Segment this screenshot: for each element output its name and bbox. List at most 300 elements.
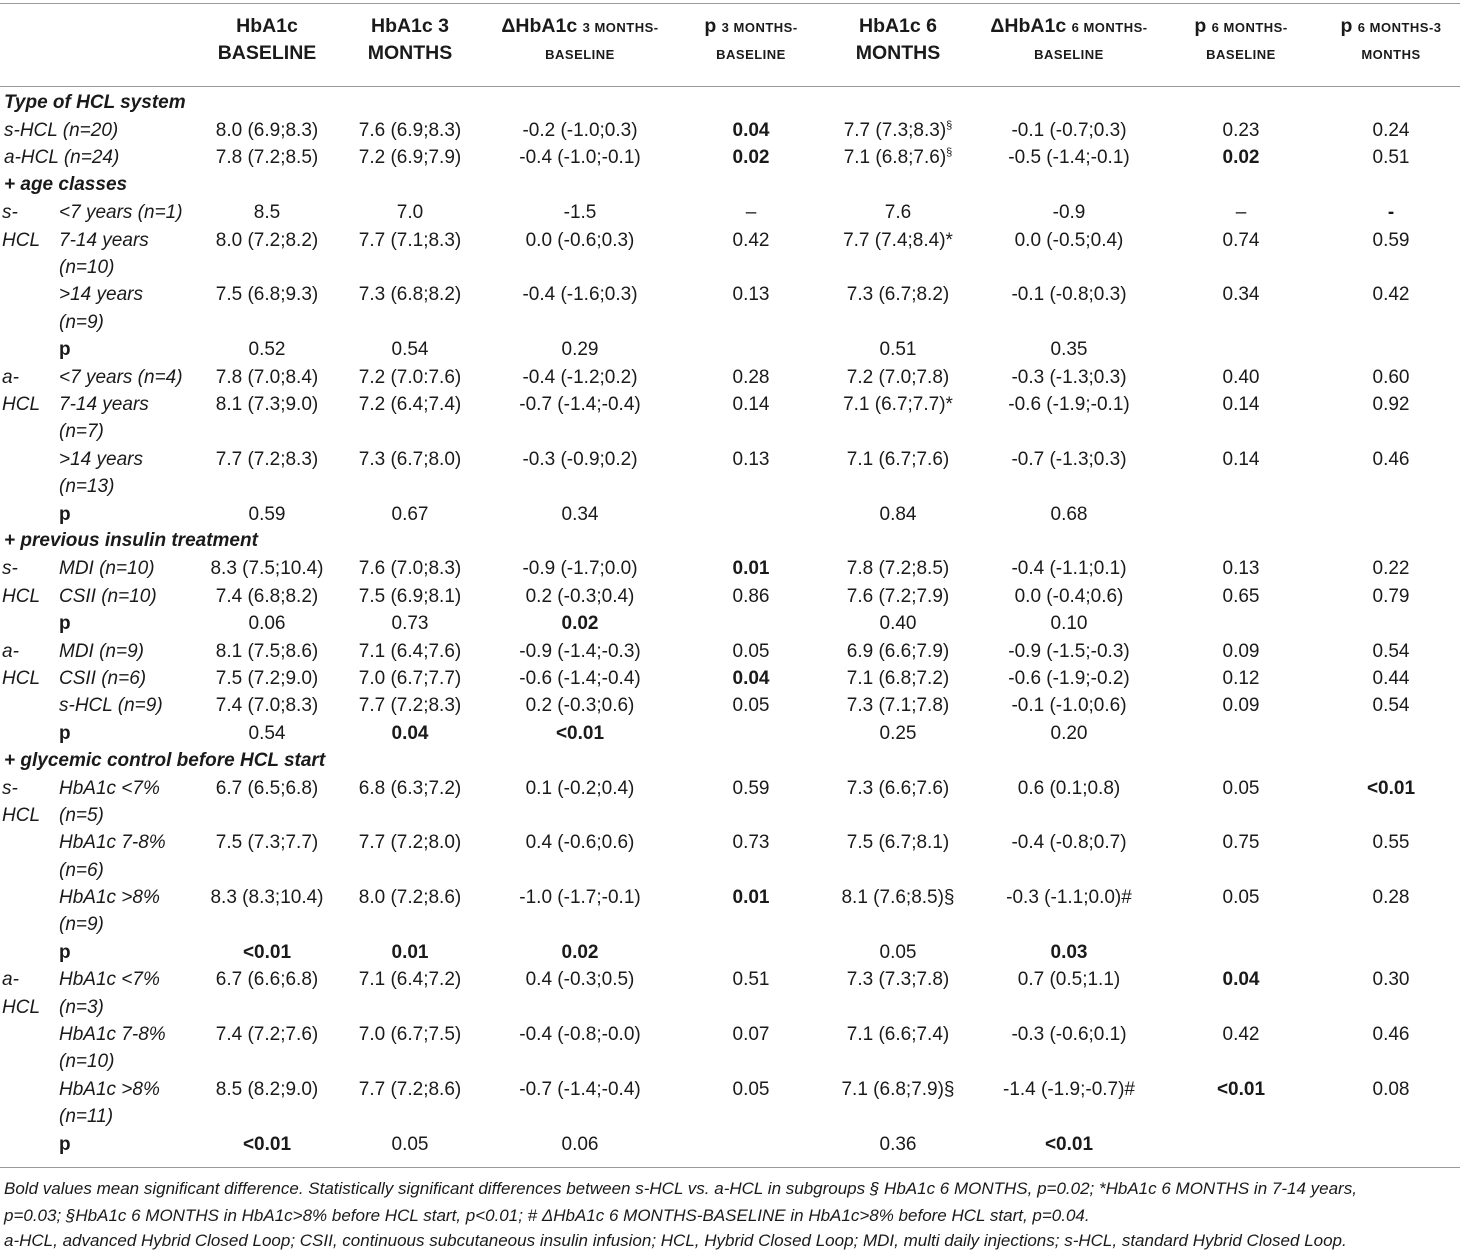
cell-value: 0.29 (561, 339, 599, 361)
header-c8 (1326, 13, 1456, 68)
table-cell (340, 692, 480, 719)
cell-value: 0.4 (-0.6;0.6) (525, 832, 635, 854)
cell-value: 0.51 (1372, 147, 1410, 169)
cell-value: 7.6 (7.0;8.3) (358, 558, 462, 580)
table-cell (979, 1131, 1159, 1158)
system-label: HCL (2, 229, 41, 251)
cell-value: 0.46 (1372, 1024, 1410, 1046)
table-cell (686, 117, 816, 144)
cell-value: 0.59 (248, 503, 286, 525)
table-row (0, 1021, 1460, 1073)
cell-value: 7.1 (6.7;7.7)* (843, 393, 953, 415)
cell-value: 0.67 (391, 503, 429, 525)
row-label: HbA1c >8% (59, 1078, 160, 1100)
table-cell (1326, 391, 1456, 418)
cell-value: 0.44 (1372, 667, 1410, 689)
cell-value: 0.23 (1222, 119, 1260, 141)
row-label-n: (n=10) (59, 1051, 115, 1073)
table-row (0, 117, 1460, 144)
cell-value: 8.3 (8.3;10.4) (210, 887, 324, 909)
header-main: p (704, 15, 717, 37)
superscript-mark: § (946, 119, 953, 132)
table-cell (340, 364, 480, 391)
cell-value: 0.79 (1372, 585, 1410, 607)
table-cell (495, 391, 665, 418)
cell-value: 0.65 (1222, 585, 1260, 607)
header-sub: 6 MONTHS- (1211, 20, 1288, 35)
table-cell (979, 638, 1159, 665)
cell-value: 0.59 (732, 777, 770, 799)
table-cell (197, 610, 337, 637)
table-cell (1326, 227, 1456, 254)
table-cell (495, 199, 665, 226)
table-cell (197, 1131, 337, 1158)
system-label: a- (2, 366, 19, 388)
table-cell (340, 281, 480, 308)
table-cell (340, 638, 480, 665)
table-cell (686, 692, 816, 719)
row-label: CSII (n=10) (59, 585, 157, 607)
cell-value: 0.59 (1372, 229, 1410, 251)
table-cell (813, 555, 983, 582)
cell-value: 7.3 (7.3;7.8) (846, 969, 950, 991)
cell-value: 8.0 (6.9;8.3) (215, 119, 319, 141)
row-label: MDI (n=10) (59, 558, 155, 580)
table-cell (1326, 1021, 1456, 1048)
table-cell (813, 501, 983, 528)
cell-value: 7.3 (7.1;7.8) (846, 695, 950, 717)
table-cell (979, 336, 1159, 363)
cell-value: 0.04 (1222, 969, 1260, 991)
table-cell (340, 829, 480, 856)
table-cell (495, 720, 665, 747)
table-cell (979, 583, 1159, 610)
cell-value: 0.34 (561, 503, 599, 525)
table-cell (340, 966, 480, 993)
table-cell (813, 720, 983, 747)
table-cell (197, 692, 337, 719)
table-cell (686, 1076, 816, 1103)
footnote: Bold values mean significant difference. Statistically significant differences between s-HCL vs. a-HCL in subgroups § HbA1c 6 MONTHS, p=0.02; *HbA1c 6 MONTHS in 7-14 years, (4, 1179, 1357, 1198)
table-row (0, 144, 1460, 171)
table-cell (1181, 391, 1301, 418)
cell-value: 0.05 (732, 695, 770, 717)
table-cell (1181, 281, 1301, 308)
table-cell (340, 939, 480, 966)
cell-value: 7.8 (7.2;8.5) (215, 147, 319, 169)
table-cell (813, 1131, 983, 1158)
row-label-n: (n=9) (59, 914, 104, 936)
table-cell (979, 364, 1159, 391)
table-cell (495, 775, 665, 802)
table-cell (340, 117, 480, 144)
table-cell (495, 1131, 665, 1158)
table-row (0, 281, 1460, 333)
table-cell (1181, 638, 1301, 665)
cell-value: 7.3 (6.7;8.2) (846, 284, 950, 306)
table-cell (979, 117, 1159, 144)
header-line (495, 13, 665, 41)
cell-value: 0.04 (732, 119, 770, 141)
table-cell (197, 829, 337, 856)
cell-value: 0.13 (732, 284, 770, 306)
cell-value: -0.7 (-1.4;-0.4) (519, 393, 641, 415)
system-label: HCL (2, 804, 41, 826)
header-c4 (686, 13, 816, 68)
table-cell (1181, 199, 1301, 226)
header-sub: 6 MONTHS- (1071, 20, 1148, 35)
table-cell (340, 1131, 480, 1158)
cell-value: 7.0 (6.7;7.7) (358, 667, 462, 689)
table-cell (686, 555, 816, 582)
table-cell (686, 391, 816, 418)
table-cell (495, 583, 665, 610)
cell-value: 0.06 (561, 1133, 599, 1155)
table-cell (1181, 583, 1301, 610)
header-line (1326, 13, 1456, 41)
row-label: HbA1c >8% (59, 887, 160, 909)
row-label: MDI (n=9) (59, 640, 144, 662)
row-label: s-HCL (n=20) (4, 119, 119, 141)
table-cell (197, 1021, 337, 1048)
table-cell (495, 336, 665, 363)
table-cell (979, 144, 1159, 171)
system-label: HCL (2, 585, 41, 607)
cell-value: 0.14 (732, 393, 770, 415)
table-row (0, 939, 1460, 966)
table-cell (1181, 829, 1301, 856)
table-cell (813, 610, 983, 637)
cell-value: 0.34 (1222, 284, 1260, 306)
table-cell (1181, 1021, 1301, 1048)
cell-value: -0.3 (-0.6;0.1) (1011, 1024, 1127, 1046)
row-label: HbA1c <7% (59, 777, 160, 799)
cell-value: – (745, 202, 757, 224)
table-cell (686, 638, 816, 665)
table-cell (813, 364, 983, 391)
table-cell (979, 446, 1159, 473)
cell-value: -0.7 (-1.3;0.3) (1011, 448, 1127, 470)
table-cell (197, 144, 337, 171)
row-label-n: (n=13) (59, 476, 115, 498)
table-cell (340, 610, 480, 637)
table-cell (340, 720, 480, 747)
table-cell (495, 638, 665, 665)
cell-value: 0.04 (732, 667, 770, 689)
cell-value: 0.75 (1222, 832, 1260, 854)
table-row (0, 884, 1460, 936)
cell-value: 0.74 (1222, 229, 1260, 251)
header-c6 (979, 13, 1159, 68)
cell-value: 7.7 (7.2;8.3) (215, 448, 319, 470)
p-label: p (59, 339, 71, 361)
cell-value: 0.51 (879, 339, 917, 361)
table-cell (686, 144, 816, 171)
cell-value: 0.30 (1372, 969, 1410, 991)
p-label: p (59, 941, 71, 963)
cell-value: 0.84 (879, 503, 917, 525)
cell-value: -0.6 (-1.9;-0.2) (1008, 667, 1130, 689)
row-label: <7 years (n=4) (59, 366, 183, 388)
table-cell (813, 144, 983, 171)
table-cell (813, 775, 983, 802)
header-line: MONTHS (855, 42, 941, 64)
row-label: <7 years (n=1) (59, 202, 183, 224)
table-cell (197, 446, 337, 473)
cell-value: 7.6 (7.2;7.9) (846, 585, 950, 607)
table-cell (979, 1076, 1159, 1103)
cell-value: 0.09 (1222, 640, 1260, 662)
cell-value: 0.51 (732, 969, 770, 991)
cell-value: -0.6 (-1.4;-0.4) (519, 667, 641, 689)
table-cell (1181, 1076, 1301, 1103)
cell-value: 0.09 (1222, 695, 1260, 717)
cell-value: 7.6 (6.9;8.3) (358, 119, 462, 141)
section-title: + age classes (4, 174, 128, 196)
header-line (979, 13, 1159, 41)
table-cell (979, 610, 1159, 637)
cell-value: 7.1 (6.7;7.6) (846, 448, 950, 470)
cell-value: 7.2 (6.4;7.4) (358, 393, 462, 415)
table-cell (197, 227, 337, 254)
cell-value: 8.3 (7.5;10.4) (210, 558, 324, 580)
table-cell (197, 966, 337, 993)
table-cell (340, 227, 480, 254)
cell-value: 0.12 (1222, 667, 1260, 689)
table-row (0, 829, 1460, 881)
header-main: ΔHbA1c (990, 15, 1067, 37)
cell-value: 7.1 (6.4;7.2) (358, 969, 462, 991)
table-cell (813, 117, 983, 144)
cell-value: -0.4 (-1.1;0.1) (1011, 558, 1127, 580)
table-cell (686, 884, 816, 911)
table-cell (813, 939, 983, 966)
table-cell (686, 199, 816, 226)
row-label: HbA1c <7% (59, 969, 160, 991)
header-line (1181, 13, 1301, 41)
table-cell (340, 1076, 480, 1103)
header-c1 (197, 13, 337, 67)
system-label: s- (2, 202, 18, 224)
cell-value: -0.5 (-1.4;-0.1) (1008, 147, 1130, 169)
table-cell (495, 939, 665, 966)
table-cell (1181, 665, 1301, 692)
cell-value: 0.08 (1372, 1078, 1410, 1100)
cell-value: 7.0 (6.7;7.5) (358, 1024, 462, 1046)
table-cell (1181, 144, 1301, 171)
cell-value: 0.7 (0.5;1.1) (1017, 969, 1121, 991)
system-label: HCL (2, 667, 41, 689)
cell-value: 0.14 (1222, 393, 1260, 415)
cell-value: 7.4 (7.0;8.3) (215, 695, 319, 717)
table-cell (197, 583, 337, 610)
cell-value: 7.7 (7.2;8.6) (358, 1078, 462, 1100)
table-cell (1181, 775, 1301, 802)
table-row (0, 364, 1460, 391)
cell-value: - (1387, 202, 1395, 224)
cell-value: 0.05 (391, 1133, 429, 1155)
table-cell (340, 336, 480, 363)
cell-value: -1.5 (563, 202, 597, 224)
cell-value: 7.2 (7.0:7.6) (358, 366, 462, 388)
table-cell (686, 665, 816, 692)
cell-value: -0.3 (-0.9;0.2) (522, 448, 638, 470)
table-cell (1326, 884, 1456, 911)
table-cell (197, 391, 337, 418)
table-cell (495, 446, 665, 473)
cell-value: -0.1 (-0.7;0.3) (1011, 119, 1127, 141)
cell-value: 0.0 (-0.4;0.6) (1014, 585, 1124, 607)
cell-value: 0.02 (561, 613, 599, 635)
table-cell (495, 501, 665, 528)
table-cell (686, 364, 816, 391)
table-cell (813, 227, 983, 254)
cell-value: 0.1 (-0.2;0.4) (525, 777, 635, 799)
header-main: p (1340, 15, 1353, 37)
cell-value: 0.54 (1372, 640, 1410, 662)
p-label: p (59, 613, 71, 635)
cell-value: -0.4 (-0.8;-0.0) (519, 1024, 641, 1046)
cell-value: -0.9 (-1.4;-0.3) (519, 640, 641, 662)
cell-value: 7.5 (6.9;8.1) (358, 585, 462, 607)
table-cell (1181, 884, 1301, 911)
table-cell (495, 364, 665, 391)
cell-value: 0.4 (-0.3;0.5) (525, 969, 635, 991)
table-cell (813, 665, 983, 692)
row-label: s-HCL (n=9) (59, 695, 163, 717)
table-cell (495, 829, 665, 856)
cell-value: 0.73 (391, 613, 429, 635)
cell-value: 0.14 (1222, 448, 1260, 470)
table-cell (979, 884, 1159, 911)
table-cell (495, 555, 665, 582)
cell-value: 7.5 (7.2;9.0) (215, 667, 319, 689)
table-cell (340, 555, 480, 582)
table-cell (495, 966, 665, 993)
cell-value: <0.01 (1216, 1078, 1266, 1100)
table-row (0, 446, 1460, 498)
cell-value: 7.1 (6.8;7.9)§ (841, 1078, 955, 1100)
header-main: ΔHbA1c (501, 15, 578, 37)
cell-value: 7.1 (6.4;7.6) (358, 640, 462, 662)
table-cell (979, 939, 1159, 966)
table-cell (340, 583, 480, 610)
table-cell (979, 1021, 1159, 1048)
table-cell (197, 638, 337, 665)
cell-value: 0.05 (1222, 777, 1260, 799)
table-row (0, 1076, 1460, 1128)
cell-value: 0.55 (1372, 832, 1410, 854)
table-cell (979, 281, 1159, 308)
cell-value: 7.3 (6.8;8.2) (358, 284, 462, 306)
cell-value: -0.7 (-1.4;-0.4) (519, 1078, 641, 1100)
cell-value: 7.3 (6.7;8.0) (358, 448, 462, 470)
cell-value: -0.4 (-1.0;-0.1) (519, 147, 641, 169)
cell-value: -0.9 (-1.7;0.0) (522, 558, 638, 580)
p-label: p (59, 1133, 71, 1155)
p-label: p (59, 722, 71, 744)
cell-value: 8.0 (7.2;8.2) (215, 229, 319, 251)
header-c5 (813, 13, 983, 67)
cell-value: 0.42 (732, 229, 770, 251)
table-cell (1326, 692, 1456, 719)
cell-value: 7.7 (7.4;8.4)* (843, 229, 953, 251)
section-title: + previous insulin treatment (4, 530, 258, 552)
cell-value: 0.04 (391, 722, 429, 744)
table-cell (1181, 555, 1301, 582)
table-cell (813, 336, 983, 363)
cell-value: 8.1 (7.3;9.0) (215, 393, 319, 415)
header-sub: BASELINE (716, 47, 786, 62)
cell-value: 6.8 (6.3;7.2) (358, 777, 462, 799)
cell-value: 7.7 (7.2;8.0) (358, 832, 462, 854)
table-row (0, 610, 1460, 637)
table-cell (686, 775, 816, 802)
cell-value: 0.05 (732, 1078, 770, 1100)
table-cell (197, 1076, 337, 1103)
cell-value: -0.1 (-0.8;0.3) (1011, 284, 1127, 306)
header-sub: 6 MONTHS-3 (1357, 20, 1442, 35)
cell-value: -0.4 (-0.8;0.7) (1011, 832, 1127, 854)
cell-value: 0.0 (-0.5;0.4) (1014, 229, 1124, 251)
table-cell (495, 227, 665, 254)
row-label-n: (n=7) (59, 421, 104, 443)
cell-value: -1.0 (-1.7;-0.1) (519, 887, 641, 909)
cell-value: 8.1 (7.5;8.6) (215, 640, 319, 662)
cell-value: 8.1 (7.6;8.5)§ (841, 887, 955, 909)
cell-value: 0.05 (1222, 887, 1260, 909)
header-c7 (1181, 13, 1301, 68)
table-cell (813, 829, 983, 856)
table-cell (813, 692, 983, 719)
row-label-n: (n=10) (59, 256, 115, 278)
row-label-n: (n=9) (59, 311, 104, 333)
cell-value: 0.2 (-0.3;0.6) (525, 695, 635, 717)
table-cell (1326, 281, 1456, 308)
cell-value: 0.86 (732, 585, 770, 607)
cell-value: 7.1 (6.8;7.6) (843, 147, 947, 169)
cell-value: 0.02 (732, 147, 770, 169)
table-cell (495, 117, 665, 144)
table-cell (813, 583, 983, 610)
table-cell (979, 775, 1159, 802)
cell-value: -0.3 (-1.1;0.0)# (1006, 887, 1132, 909)
table-cell (1326, 117, 1456, 144)
system-label: HCL (2, 393, 41, 415)
cell-value: 0.54 (391, 339, 429, 361)
header-sub: MONTHS (1361, 47, 1421, 62)
cell-value: 0.05 (879, 941, 917, 963)
table-cell (1326, 775, 1456, 802)
cell-value: 7.7 (7.2;8.3) (358, 695, 462, 717)
cell-value: 7.2 (7.0;7.8) (846, 366, 950, 388)
header-sub: BASELINE (545, 47, 615, 62)
section-title: + glycemic control before HCL start (4, 749, 326, 771)
system-label: a- (2, 969, 19, 991)
row-label-n: (n=5) (59, 804, 104, 826)
header-c3 (495, 13, 665, 68)
table-cell (495, 610, 665, 637)
table-cell (495, 1076, 665, 1103)
table-row (0, 720, 1460, 747)
table-cell (197, 884, 337, 911)
table-cell (197, 199, 337, 226)
cell-value: 7.8 (7.0;8.4) (215, 366, 319, 388)
section-title: Type of HCL system (4, 92, 186, 113)
cell-value: 0.36 (879, 1133, 917, 1155)
table-cell (813, 966, 983, 993)
table-cell (813, 638, 983, 665)
